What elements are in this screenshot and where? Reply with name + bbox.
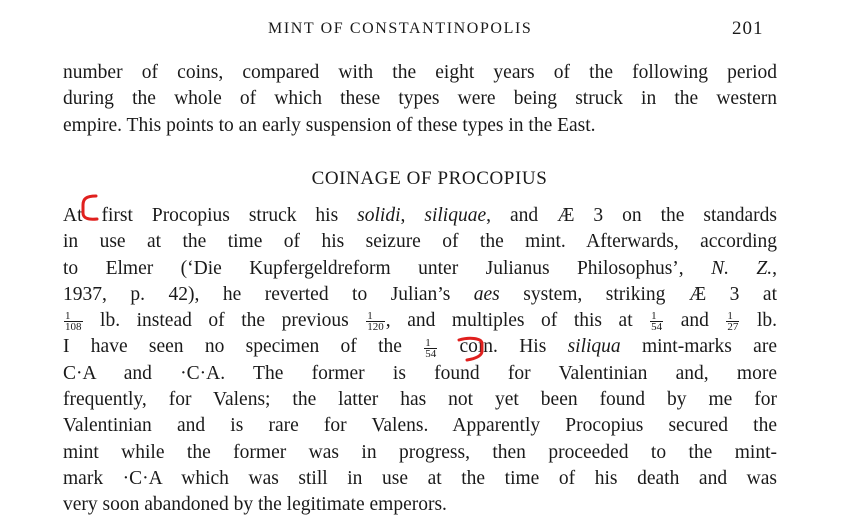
bracket-stroke [459, 338, 482, 360]
fraction: $\frac{1}{27}$ [727, 310, 739, 334]
text-line: to Elmer (‘Die Kupfergeldreform unter Julianus Philosophus’, N. Z., [63, 257, 777, 279]
fraction: $\frac{1}{54}$ [425, 336, 437, 360]
text-line: C·A and ·C·A. The former is found for Valentinian and, more [63, 362, 777, 384]
text-line: number of coins, compared with the eight years of the following period [63, 62, 777, 83]
text-line: I have seen no specimen of the $\frac{1}{54}$ coin. His siliqua mint-marks are [63, 336, 777, 360]
selection-start-bracket-mark [78, 193, 100, 223]
fraction: $\frac{1}{54}$ [651, 310, 663, 334]
fraction: $\frac{1}{108}$ [65, 310, 82, 334]
text-line: At first Procopius struck his solidi, siliquae, and Æ 3 on the standards [63, 205, 778, 226]
paragraph-continued [63, 60, 777, 139]
section-heading: COINAGE OF PROCOPIUS [311, 168, 548, 189]
text-line: mark ·C·A which was still in use at the time of his death and was [63, 467, 777, 489]
italic-term: siliquae [424, 205, 487, 226]
text-line: during the whole of which these types were being struck in the western [63, 88, 777, 110]
text-line: very soon abandoned by the legitimate emperors. [63, 494, 447, 516]
text-line: in use at the time of his seizure of the mint. Afterwards, according [63, 231, 777, 253]
page-number: 201 [732, 18, 764, 39]
fraction: $\frac{1}{120}$ [367, 310, 384, 334]
text-line: mint while the former was in progress, then proceeded to the mint- [63, 441, 777, 463]
italic-term: aes [473, 283, 500, 305]
bracket-stroke [83, 196, 97, 219]
text-line: Valentinian and is rare for Valens. Apparently Procopius secured the [63, 415, 777, 437]
text-line: empire. This points to an early suspension of these types in the East. [63, 114, 596, 136]
italic-term: solidi [357, 205, 401, 226]
running-title: MINT OF CONSTANTINOPOLIS [268, 20, 533, 37]
text-line: $\frac{1}{108}$ lb. instead of the previous $\frac{1}{120}$ , and multiples of this at $\frac{1}{54}$ and $\frac{1}{27}$ lb. [65, 310, 778, 334]
paragraph-procopius [63, 203, 777, 519]
selection-end-bracket-mark [455, 334, 487, 364]
italic-term: N. Z. [711, 257, 773, 279]
text-line: 1937, p. 42), he reverted to Julian’s aes system, striking Æ 3 at [63, 283, 777, 305]
italic-term: siliqua [567, 336, 621, 358]
page-header [0, 20, 851, 44]
text-line: frequently, for Valens; the latter has not yet been found by me for [63, 389, 777, 411]
